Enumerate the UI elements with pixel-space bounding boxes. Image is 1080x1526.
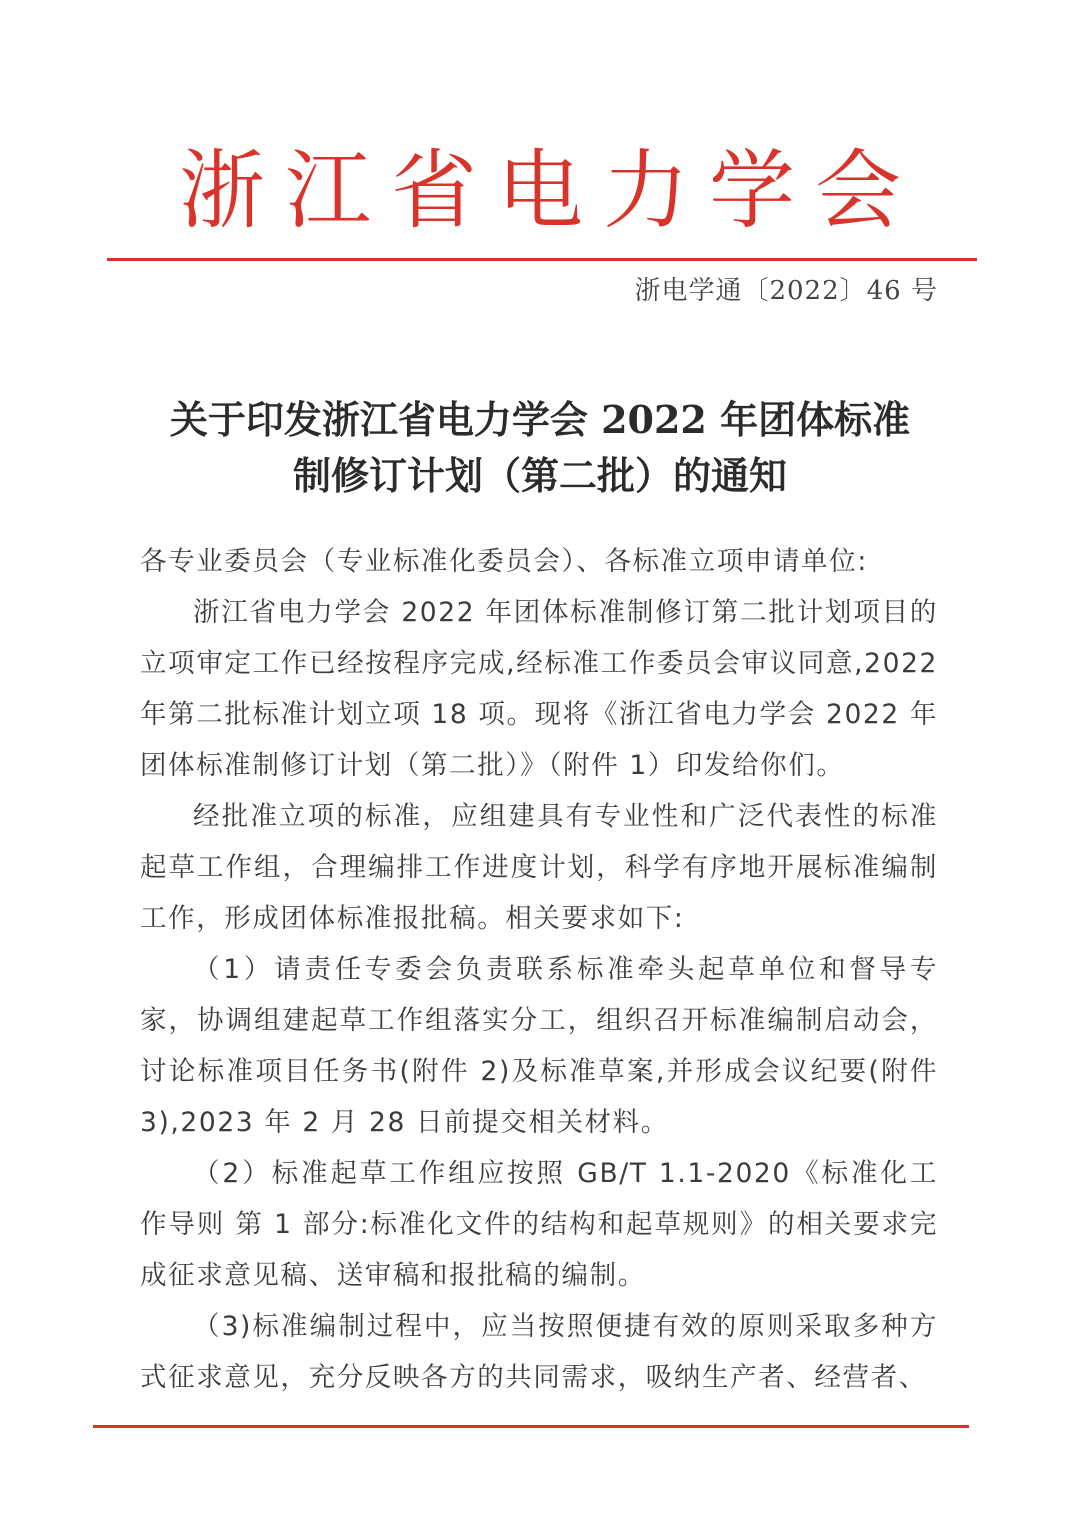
paragraph: 浙江省电力学会 2022 年团体标准制修订第二批计划项目的立项审定工作已经按程序完成,经标准工作委员会审议同意,2022 年第二批标准计划立项 18 项。现将《浙江省电力学会 2022 年团体标准制修订计划（第二批）》（附件 1）印发给你们。 bbox=[140, 597, 938, 781]
paragraph: （1）请责任专委会负责联系标准牵头起草单位和督导专家，协调组建起草工作组落实分工，组织召开标准编制启动会，讨论标准项目任务书(附件 2)及标准草案,并形成会议纪要(附件 3),2023 年 2 月 28 日前提交相关材料。 bbox=[140, 954, 938, 1138]
paragraph: （2）标准起草工作组应按照 GB/T 1.1-2020《标准化工作导则 第 1 部分:标准化文件的结构和起草规则》的相关要求完成征求意见稿、送审稿和报批稿的编制。 bbox=[140, 1158, 938, 1291]
document-number: 浙电学通〔2022〕46 号 bbox=[634, 276, 938, 306]
notice-title-line-2: 制修订计划（第二批）的通知 bbox=[292, 453, 787, 498]
footer-red-rule bbox=[93, 1425, 969, 1428]
paragraph: 经批准立项的标准，应组建具有专业性和广泛代表性的标准起草工作组，合理编排工作进度计划，科学有序地开展标准编制工作，形成团体标准报批稿。相关要求如下: bbox=[140, 801, 938, 934]
paragraph: （3)标准编制过程中，应当按照便捷有效的原则采取多种方式征求意见，充分反映各方的共同需求，吸纳生产者、经营者、 bbox=[140, 1311, 938, 1393]
notice-title-line-1: 关于印发浙江省电力学会 2022 年团体标准 bbox=[169, 397, 911, 442]
salutation: 各专业委员会（专业标准化委员会）、各标准立项申请单位: bbox=[140, 546, 868, 577]
notice-title bbox=[0, 392, 1080, 504]
notice-body bbox=[140, 536, 938, 1403]
letterhead-red-rule bbox=[107, 258, 977, 261]
letterhead-organization: 浙江省电力学会 bbox=[179, 141, 921, 241]
